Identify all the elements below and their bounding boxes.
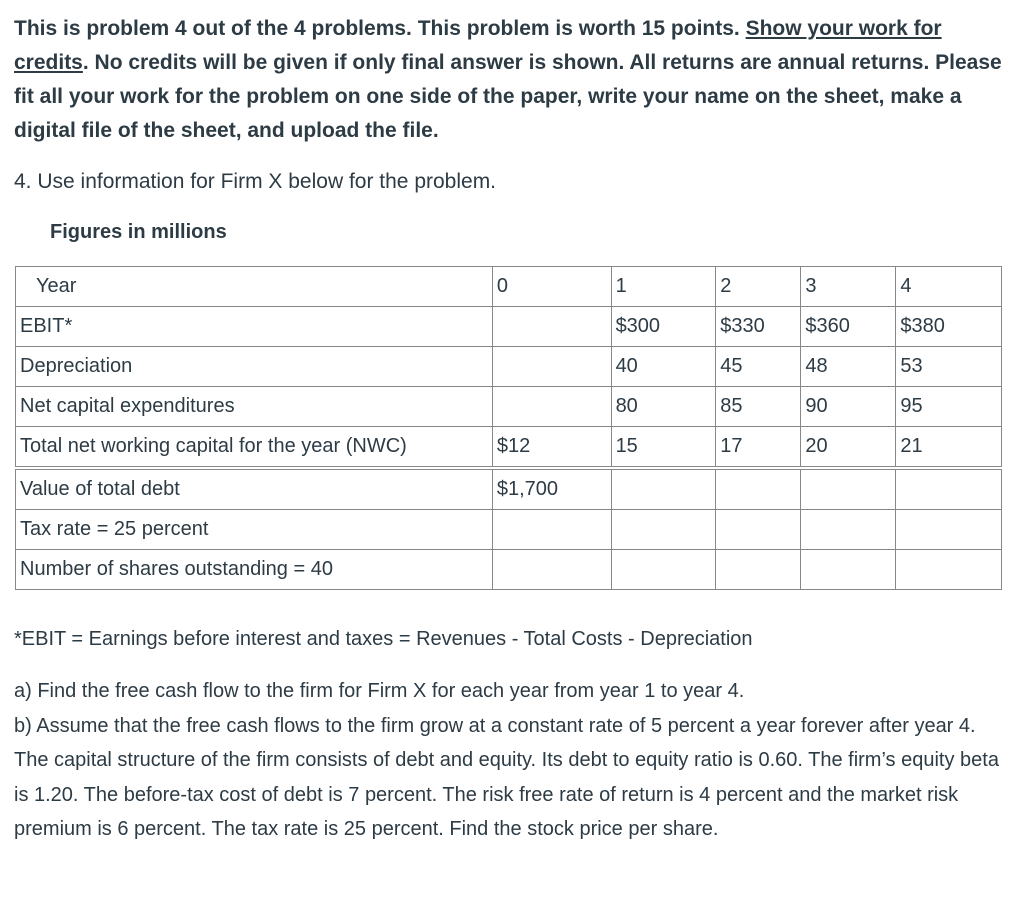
part-b: b) Assume that the free cash flows to the firm grow at a constant rate of 5 percent a year forever after year 4. The capital structure of the firm consists of debt and equity. Its debt to equity ratio is 0.60. The firm’s equity beta is 1.20. The before-tax cost of debt is 7 percent. The risk free rate of return is 4 percent and the market risk premium is 6 percent. The tax rate is 25 percent. Find the stock price per share.	[14, 714, 999, 840]
table-cell: 4	[896, 267, 1002, 307]
problem-parts	[14, 674, 1004, 847]
table-cell	[896, 468, 1002, 510]
table-cell: $360	[801, 307, 896, 347]
instructions-underlined: Show your work for credits	[14, 17, 942, 74]
table-cell: 3	[801, 267, 896, 307]
table-row	[16, 510, 1002, 550]
table-cell: 1	[611, 267, 716, 307]
table-cell: EBIT*	[16, 307, 493, 347]
table-cell	[492, 550, 611, 590]
figures-label: Figures in millions	[50, 221, 227, 243]
table-cell: 95	[896, 387, 1002, 427]
table-header-row	[16, 267, 1002, 307]
table-cell	[896, 550, 1002, 590]
table-cell	[492, 347, 611, 387]
table-cell: 20	[801, 427, 896, 469]
table-cell: 40	[611, 347, 716, 387]
table-cell: $300	[611, 307, 716, 347]
table-row	[16, 550, 1002, 590]
table-cell: 85	[716, 387, 801, 427]
table-cell	[716, 510, 801, 550]
table-cell: $380	[896, 307, 1002, 347]
question-prompt: 4. Use information for Firm X below for the problem.	[14, 170, 497, 193]
table-cell	[611, 510, 716, 550]
instructions-text-2: . No credits will be given if only final answer is shown. All returns are annual returns. Please fit all your work for the problem on one side of the paper, write your name on the sheet, make a digital file of the sheet, and upload the file.	[14, 51, 1002, 142]
table-row	[16, 347, 1002, 387]
financial-table	[15, 266, 1002, 590]
part-a: a) Find the free cash flow to the firm for Firm X for each year from year 1 to year 4.	[14, 680, 745, 702]
table-cell: Year	[16, 267, 493, 307]
table-cell: Net capital expenditures	[16, 387, 493, 427]
table-cell: 21	[896, 427, 1002, 469]
table-cell: 2	[716, 267, 801, 307]
table-cell	[716, 468, 801, 510]
table-cell	[492, 307, 611, 347]
table-cell: $1,700	[492, 468, 611, 510]
table-cell: Value of total debt	[16, 468, 493, 510]
table-cell	[716, 550, 801, 590]
table-cell	[611, 550, 716, 590]
table-cell	[492, 510, 611, 550]
table-cell: 90	[801, 387, 896, 427]
table-cell	[896, 510, 1002, 550]
table-cell: $12	[492, 427, 611, 469]
table-row	[16, 307, 1002, 347]
table-cell: Total net working capital for the year (NWC)	[16, 427, 493, 469]
table-cell: 15	[611, 427, 716, 469]
table-cell: Number of shares outstanding = 40	[16, 550, 493, 590]
table-row	[16, 387, 1002, 427]
table-cell: 17	[716, 427, 801, 469]
table-cell: 80	[611, 387, 716, 427]
table-cell	[492, 387, 611, 427]
table-row	[16, 468, 1002, 510]
table-cell	[801, 510, 896, 550]
problem-instructions	[14, 12, 1016, 148]
ebit-footnote: *EBIT = Earnings before interest and taxes = Revenues - Total Costs - Depreciation	[14, 628, 753, 650]
table-cell: $330	[716, 307, 801, 347]
table-cell	[801, 468, 896, 510]
table-cell: 53	[896, 347, 1002, 387]
table-cell: 0	[492, 267, 611, 307]
table-cell	[801, 550, 896, 590]
table-cell: Tax rate = 25 percent	[16, 510, 493, 550]
table-cell: 45	[716, 347, 801, 387]
table-cell: Depreciation	[16, 347, 493, 387]
instructions-text-1: This is problem 4 out of the 4 problems. This problem is worth 15 points.	[14, 17, 746, 40]
table-cell: 48	[801, 347, 896, 387]
table-cell	[611, 468, 716, 510]
table-row	[16, 427, 1002, 469]
